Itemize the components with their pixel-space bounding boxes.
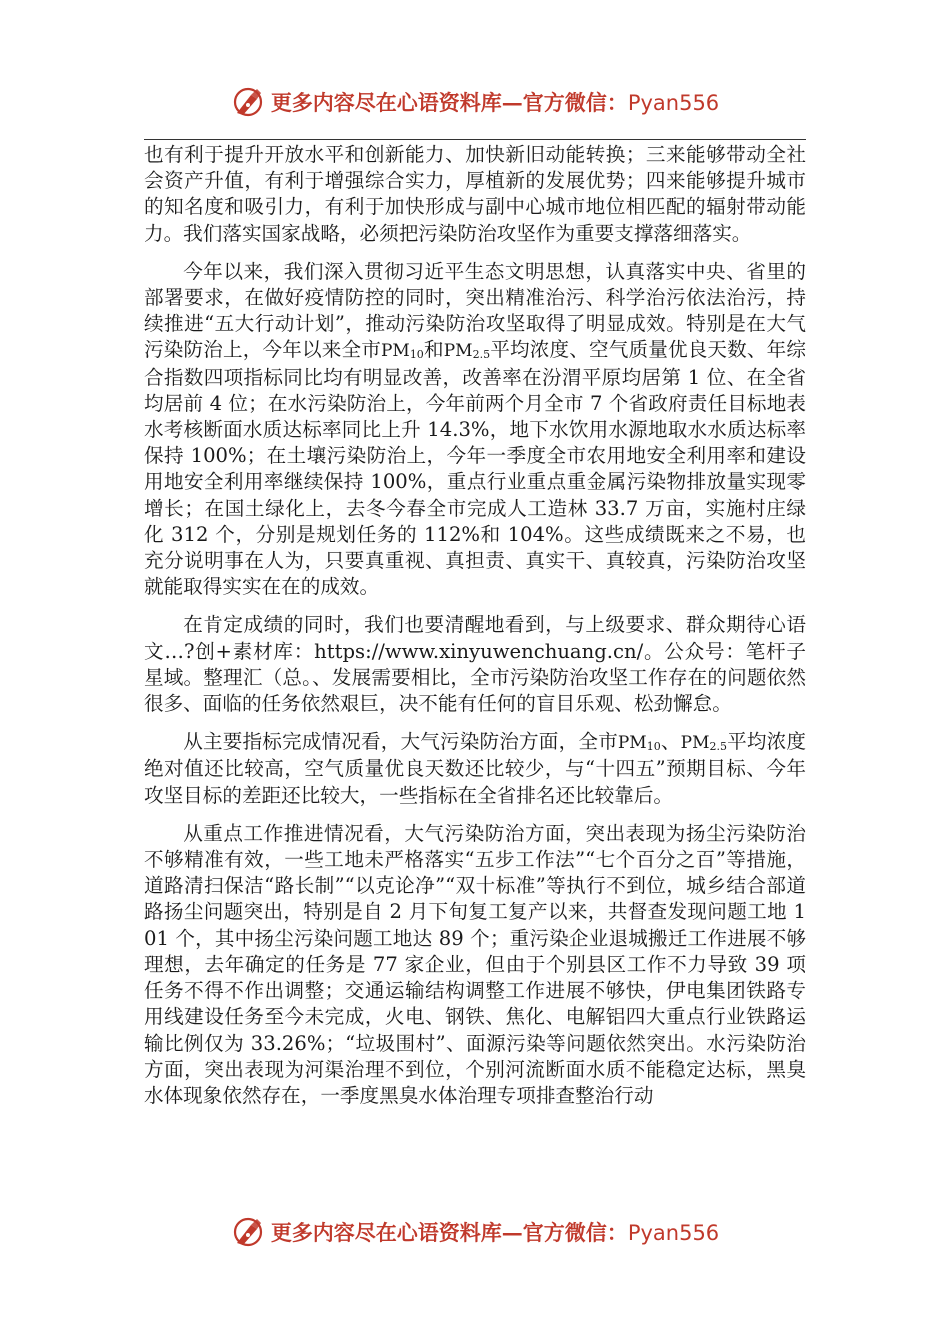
pm10-subscript: 10 <box>409 348 424 362</box>
header-banner <box>0 82 950 122</box>
banner-wechat-id: Pyan556 <box>627 91 720 115</box>
banner-text-cn: 更多内容尽在心语资料库—官方微信： <box>270 1220 628 1245</box>
pm-label: PM <box>617 733 647 754</box>
separator: 、 <box>660 730 681 754</box>
paragraph-4 <box>144 729 806 809</box>
banner-wechat-id: Pyan556 <box>627 1221 720 1245</box>
paragraph-1: 也有利于提升开放水平和创新能力、加快新旧动能转换；三来能够带动全社会资产升值，有利于增强综合实力，厚植新的发展优势；四来能够提升城市的知名度和吸引力，有利于加快形成与副中心城市地位相匹配的辐射带动能力。我们落实国家战略，必须把污染防治攻坚作为重要支撑落细落实。 <box>144 143 806 245</box>
pen-nib-icon <box>231 85 265 119</box>
pm25-subscript: 2.5 <box>472 348 491 362</box>
pm25-subscript: 2.5 <box>709 740 727 754</box>
paragraph-4-part-a: 从主要指标完成情况看，大气污染防治方面，全市 <box>183 730 618 754</box>
banner-text-cn: 更多内容尽在心语资料库—官方微信： <box>270 90 628 115</box>
paragraph-2-part-b: 平均浓度、空气质量优良天数、年综合指数四项指标同比均有明显改善，改善率在汾渭平原均居第 1 位、在全省均居前 4 位；在水污染防治上，今年前两个月全市 7 个省政府责任目标地表水考核断面水质达标率同比上升 14.3%，地下水饮用水源地取水水质达标率保持 100%；在土壤污染防治上，今年一季度全市农用地安全利用率和建设用地安全利用率继续保持 100%，重点行业重点重金属污染物排放量实现零增长；在国土绿化上，去冬今春全市完成人工造林 33.7 万亩，实施村庄绿化 312 个，分别是规划任务的 112%和 104%。这些成绩既来之不易，也充分说明事在人为，只要真重视、真担责、真实干、真较真，污染防治攻坚就能取得实实在在的成效。 <box>144 338 807 599</box>
pm10-subscript: 10 <box>646 740 661 754</box>
paragraph-4-part-b: 平均浓度绝对值还比较高，空气质量优良天数还比较少，与“十四五”预期目标、今年攻坚目标的差距还比较大，一些指标在全省排名还比较靠后。 <box>144 730 807 807</box>
pm-label: PM <box>443 341 473 362</box>
paragraph-2 <box>144 259 806 601</box>
footer-banner <box>0 1212 950 1252</box>
paragraph-5: 从重点工作推进情况看，大气污染防治方面，突出表现为扬尘污染防治不够精准有效，一些工地未严格落实“五步工作法”“七个百分之百”等措施，道路清扫保洁“路长制”“以克论净”“双十标准”等执行不到位，城乡结合部道路扬尘问题突出，特别是自 2 月下旬复工复产以来，共督查发现问题工地 101 个，其中扬尘污染问题工地达 89 个；重污染企业退城搬迁工作进展不够理想，去年确定的任务是 77 家企业，但由于个别县区工作不力导致 39 项任务不得不作出调整；交通运输结构调整工作进展不够快，伊电集团铁路专用线建设任务至今未完成，火电、钢铁、焦化、电解铝四大重点行业铁路运输比例仅为 33.26%；“垃圾围村”、面源污染等问题依然突出。水污染防治方面，突出表现为河渠治理不到位，个别河流断面水质不能稳定达标，黑臭水体现象依然存在，一季度黑臭水体治理专项排查整治行动 <box>144 821 806 1107</box>
banner-text <box>271 87 719 117</box>
pen-nib-icon <box>231 1215 265 1249</box>
banner-text <box>271 1217 719 1247</box>
document-body <box>144 142 806 1121</box>
header-divider <box>144 139 806 140</box>
conjunction: 和 <box>423 338 444 362</box>
paragraph-3: 在肯定成绩的同时，我们也要清醒地看到，与上级要求、群众期待心语文…?创+素材库：https://www.xinyuwenchuang.cn/。公众号：笔杆子星域。整理汇（总。、发展需要相比，全市污染防治攻坚工作存在的问题依然很多、面临的任务依然艰巨，决不能有任何的盲目乐观、松劲懈怠。 <box>144 613 806 716</box>
paragraph-2-part-a: 今年以来，我们深入贯彻习近平生态文明思想，认真落实中央、省里的部署要求，在做好疫情防控的同时，突出精准治污、科学治污依法治污，持续推进“五大行动计划”，推动污染防治攻坚取得了明显成效。特别是在大气污染防治上，今年以来全市 <box>144 259 806 362</box>
pm-label: PM <box>380 341 410 362</box>
pm-label: PM <box>680 733 710 754</box>
